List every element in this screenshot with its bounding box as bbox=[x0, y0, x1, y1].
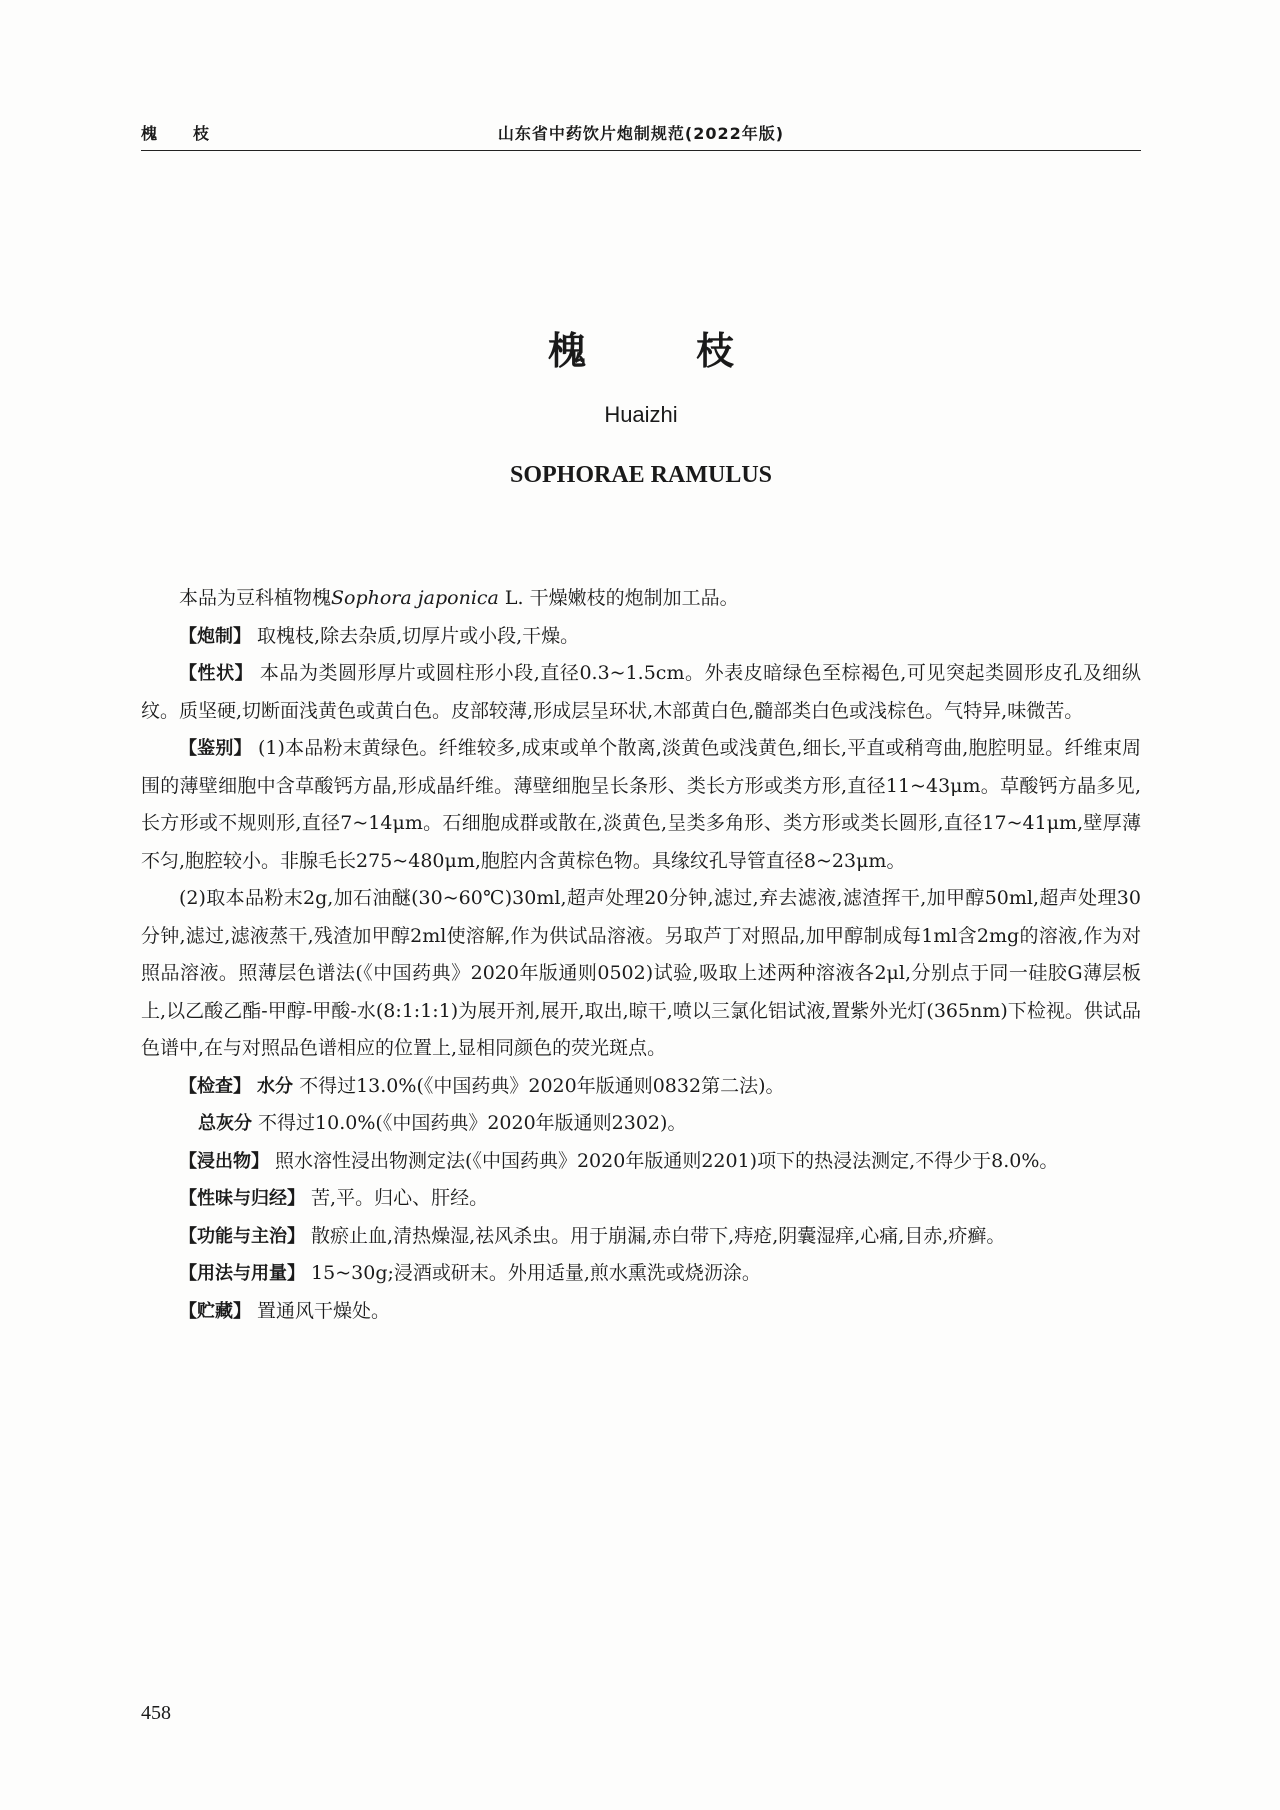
storage-label: 【贮藏】 bbox=[179, 1300, 251, 1322]
identification-section bbox=[141, 730, 1141, 880]
pinyin-name: Huaizhi bbox=[604, 402, 678, 427]
storage-section bbox=[141, 1293, 1141, 1331]
identification-item-2: (2)取本品粉末2g,加石油醚(30~60℃)30ml,超声处理20分钟,滤过,弃去滤液,滤渣挥干,加甲醇50ml,超声处理30分钟,滤过,滤液蒸干,残渣加甲醇2ml使溶解,作为供试品溶液。另取芦丁对照品,加甲醇制成每1ml含2mg的溶液,作为对照品溶液。照薄层色谱法(《中国药典》2020年版通则0502)试验,吸取上述两种溶液各2μl,分别点于同一硅胶G薄层板上,以乙酸乙酯-甲醇-甲酸-水(8:1:1:1)为展开剂,展开,取出,晾干,喷以三氯化铝试液,置紫外光灯(365nm)下检视。供试品色谱中,在与对照品色谱相应的位置上,显相同颜色的荧光斑点。 bbox=[141, 887, 1141, 1059]
water-text: 不得过13.0%(《中国药典》2020年版通则0832第二法)。 bbox=[299, 1074, 785, 1097]
nature-section bbox=[141, 1180, 1141, 1218]
processing-label: 【炮制】 bbox=[179, 625, 251, 647]
inspection-label: 【检查】 bbox=[179, 1075, 251, 1097]
extract-section bbox=[141, 1143, 1141, 1181]
identification-item-2-paragraph bbox=[141, 880, 1141, 1068]
function-text: 散瘀止血,清热燥湿,祛风杀虫。用于崩漏,赤白带下,痔疮,阴囊湿痒,心痛,目赤,疥癣。 bbox=[311, 1224, 1006, 1247]
characters-section bbox=[141, 655, 1141, 730]
species-name: Sophora japonica bbox=[331, 587, 499, 609]
monograph-body bbox=[141, 580, 1141, 1330]
nature-label: 【性味与归经】 bbox=[179, 1188, 305, 1209]
extract-text: 照水溶性浸出物测定法(《中国药典》2020年版通则2201)项下的热浸法测定,不得少于8.0%。 bbox=[275, 1149, 1059, 1172]
nature-text: 苦,平。归心、肝经。 bbox=[311, 1187, 489, 1209]
inspection-section bbox=[141, 1068, 1141, 1106]
ash-text: 不得过10.0%(《中国药典》2020年版通则2302)。 bbox=[258, 1112, 687, 1134]
ash-label: 总灰分 bbox=[198, 1113, 252, 1134]
storage-text: 置通风干燥处。 bbox=[257, 1299, 391, 1322]
intro-post: L. 干燥嫩枝的炮制加工品。 bbox=[498, 587, 739, 609]
header-book-title: 山东省中药饮片炮制规范(2022年版) bbox=[497, 124, 785, 143]
characters-label: 【性状】 bbox=[179, 663, 254, 684]
processing-section bbox=[141, 618, 1141, 656]
characters-text: 本品为类圆形厚片或圆柱形小段,直径0.3~1.5cm。外表皮暗绿色至棕褐色,可见突起类圆形皮孔及细纵纹。质坚硬,切断面浅黄色或黄白色。皮部较薄,形成层呈环状,木部黄白色,髓部类白色或浅棕色。气特异,味微苦。 bbox=[141, 662, 1141, 722]
function-label: 【功能与主治】 bbox=[179, 1225, 305, 1247]
ash-paragraph bbox=[141, 1105, 1141, 1143]
function-section bbox=[141, 1218, 1141, 1256]
processing-text: 取槐枝,除去杂质,切厚片或小段,干燥。 bbox=[257, 624, 580, 647]
identification-item-1: (1)本品粉末黄绿色。纤维较多,成束或单个散离,淡黄色或浅黄色,细长,平直或稍弯曲,胞腔明显。纤维束周围的薄壁细胞中含草酸钙方晶,形成晶纤维。薄壁细胞呈长条形、类长方形或类方形,直径11~43μm。草酸钙方晶多见,长方形或不规则形,直径7~14μm。石细胞成群或散在,淡黄色,呈类多角形、类方形或类长圆形,直径17~41μm,壁厚薄不匀,胞腔较小。非腺毛长275~480μm,胞腔内含黄棕色物。具缘纹孔导管直径8~23μm。 bbox=[141, 737, 1141, 872]
usage-text: 15~30g;浸酒或研末。外用适量,煎水熏洗或烧沥涂。 bbox=[311, 1262, 761, 1284]
identification-label: 【鉴别】 bbox=[179, 738, 252, 759]
intro-pre: 本品为豆科植物槐 bbox=[179, 587, 332, 609]
running-header bbox=[141, 117, 1141, 147]
header-rule bbox=[141, 150, 1141, 151]
page-number: 458 bbox=[141, 1702, 171, 1724]
water-label: 水分 bbox=[257, 1075, 294, 1097]
page-title: 槐 枝 bbox=[547, 329, 770, 373]
intro-paragraph bbox=[141, 580, 1141, 618]
extract-label: 【浸出物】 bbox=[179, 1150, 269, 1172]
usage-label: 【用法与用量】 bbox=[179, 1263, 305, 1284]
usage-section bbox=[141, 1255, 1141, 1293]
latin-name: SOPHORAE RAMULUS bbox=[509, 462, 773, 488]
header-section-name: 槐 枝 bbox=[141, 124, 220, 143]
